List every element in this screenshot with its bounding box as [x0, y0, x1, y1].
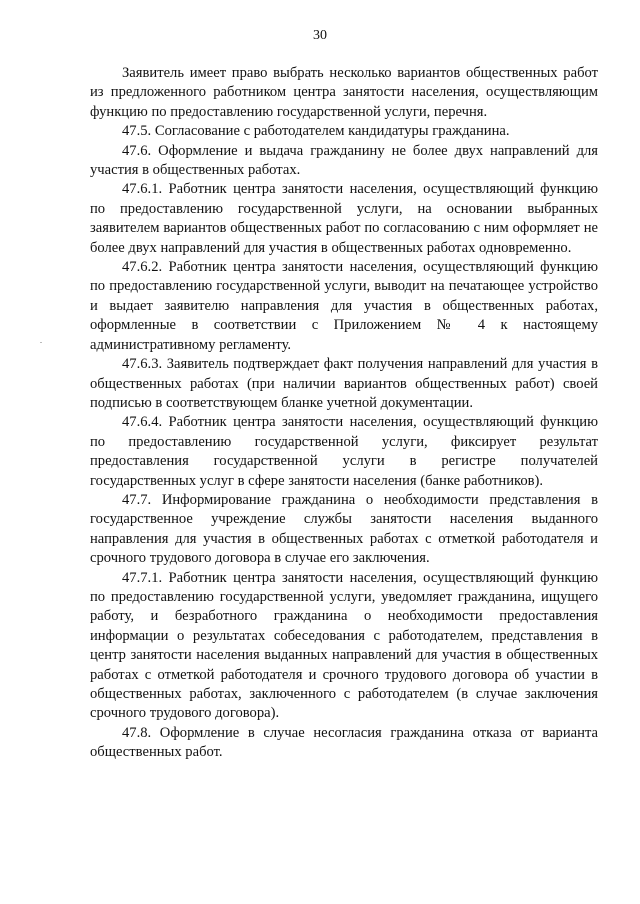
paragraph-47-8: 47.8. Оформление в случае несогласия гражданина отказа от варианта общественных работ.: [90, 724, 598, 761]
page-number: 30: [313, 28, 327, 43]
paragraph-47-6-1: 47.6.1. Работник центра занятости населения, осуществляющий функцию по предоставлению государственной услуги, на основании выбранных заявителем вариантов общественных работ по согласованию с ним оформляет не более двух направлений для участия в общественных работах одновременно.: [90, 181, 598, 256]
paragraph-47-6-4: 47.6.4. Работник центра занятости населения, осуществляющий функцию по предоставлению государственной услуги, фиксирует результат предоставления государственной услуги в регистре получателей государственных услуг в сфере занятости населения (банке работников).: [90, 414, 598, 489]
paragraph-47-6: 47.6. Оформление и выдача гражданину не более двух направлений для участия в общественных работах.: [90, 142, 598, 179]
document-body: [90, 64, 598, 763]
paragraph-47-7: 47.7. Информирование гражданина о необходимости представления в государственное учреждение службы занятости населения выданного направления для участия в общественных работах с отметкой работодателя и срочного трудового договора в случае его заключения.: [90, 491, 598, 567]
paragraph-47-5: 47.5. Согласование с работодателем кандидатуры гражданина.: [122, 123, 510, 140]
paragraph-choice-of-works: Заявитель имеет право выбрать несколько вариантов общественных работ из предложенного работником центра занятости населения, осуществляющим функцию по предоставлению государственной услуги, перечня.: [90, 65, 598, 120]
paragraph-47-7-1: 47.7.1. Работник центра занятости населения, осуществляющий функцию по предоставлению государственной услуги, уведомляет гражданина, ищущего работу, и безработного гражданина о необходимости предоставления информации о результатах собеседования с работодателем, представления в центр занятости населения выданных направлений для участия в общественных работах с отметкой работодателя и срочного трудового договора об участии в общественных работах, заключенного с работодателем (в случае заключения срочного трудового договора).: [90, 569, 598, 722]
scan-artifact: [40, 342, 42, 343]
paragraph-47-6-3: 47.6.3. Заявитель подтверждает факт получения направлений для участия в общественных работах (при наличии вариантов общественных работ) своей подписью в соответствующем бланке учетной документации.: [90, 356, 598, 411]
paragraph-47-6-2: 47.6.2. Работник центра занятости населения, осуществляющий функцию по предоставлению государственной услуги, выводит на печатающее устройство и выдает заявителю направления для участия в общественных работах, оформленные в соответствии с Приложением № 4 к настоящему административному регламенту.: [90, 259, 598, 353]
